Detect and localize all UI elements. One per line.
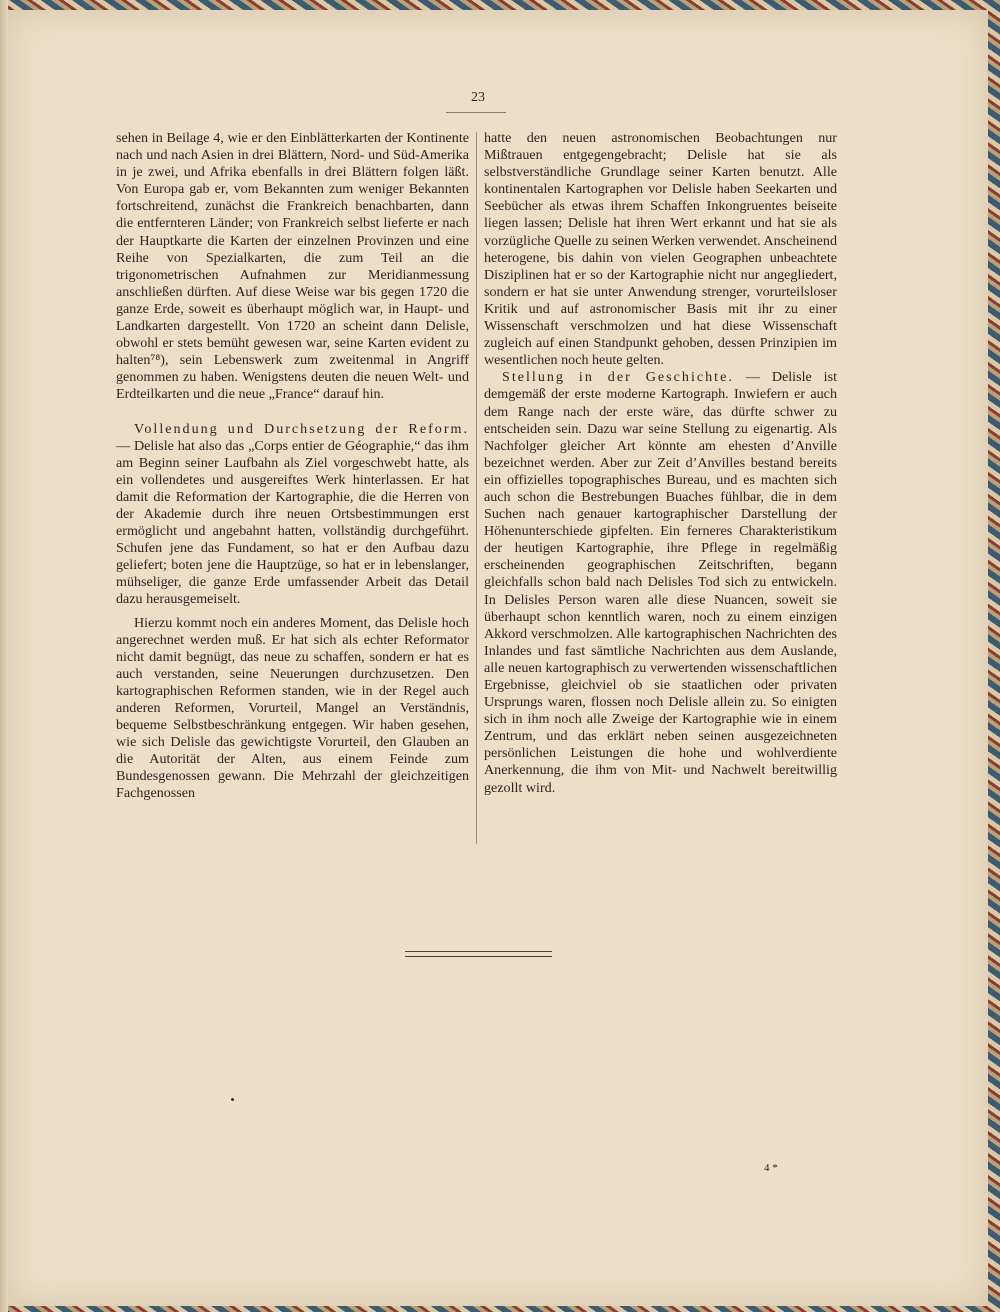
page-number: 23	[471, 90, 485, 105]
section-heading-reform: Vollendung und Durchsetzung der Reform.	[134, 420, 469, 437]
left-paragraph-2-body: — Delisle hat also das „Corps entier de Géographie,“ das ihm am Beginn seiner Laufbahn als Ziel vorgeschwebt hatte, als ein vollendetes und ausgereiftes Werk hinterlassen. Er hat damit die Reformation der Kartographie, die die Herren von der Akademie durch ihre neuen Ortsbestimmungen erst ermöglicht und angebahnt hatten, vollständig durchgeführt. Schufen jene das Fundament, so hat er den Aufbau dazu geliefert; boten jene die Hauptzüge, so hat er in lebenslanger, mühseliger, die ganze Erde umfassender Arbeit das Detail dazu herausgemeiselt.	[116, 437, 469, 608]
left-paragraph-1: sehen in Beilage 4, wie er den Einblätterkarten der Kontinente nach und nach Asien in drei Blättern, Nord- und Süd-Amerika in je zwei, und Afrika ebenfalls in drei Blättern folgen läßt. Von Europa gab er, vom Bekannten zum weniger Bekannten fortschreitend, zunächst die Frankreich benachbarten, dann die entfernteren Länder; von Frankreich selbst lieferte er nach der Hauptkarte die Karten der einzelnen Provinzen und eine Reihe von Spezialkarten, die zum Teil an die trigonometrischen Aufnahmen zur Meridianmessung anschließen dürften. Auf diese Weise war bis gegen 1720 die ganze Erde, soweit es überhaupt möglich war, in Haupt- und Landkarten dargestellt. Von 1720 an scheint dann Delisle, obwohl er stets bemüht gewesen war, seine Karten evident zu halten⁷⁸), sein Lebenswerk zum zweitenmal in Angriff genommen zu haben. Wenigstens deuten die neuen Welt- und Erdteilkarten und die neue „France“ darauf hin.	[116, 130, 469, 403]
left-column	[116, 130, 469, 803]
section-heading-history: Stellung in der Geschichte.	[502, 369, 734, 386]
page-number-rule	[446, 112, 506, 113]
column-divider	[476, 132, 477, 844]
left-paragraph-2	[116, 421, 469, 609]
left-paragraph-3: Hierzu kommt noch ein anderes Moment, das Delisle hoch angerechnet werden muß. Er hat sich als echter Reformator nicht damit begnügt, das neue zu schaffen, sondern er hat es auch verstanden, seine Neuerungen durchzusetzen. Den kartographischen Reformen standen, wie in der Regel auch anderen Reformen, Vorurteil, Mangel an Verständnis, bequeme Selbstbeschränkung entgegen. Wir haben gesehen, wie sich Delisle das gewichtigste Vorurteil, den Glauben an die Autorität der Alten, aus einem Feinde zum Bundesgenossen gewann. Die Mehrzahl der gleichzeitigen Fachgenossen	[116, 614, 469, 802]
end-ornament-rule	[405, 951, 552, 957]
right-paragraph-2	[484, 369, 837, 796]
page-edge	[0, 0, 8, 1312]
right-paragraph-1: hatte den neuen astronomischen Beobachtungen nur Mißtrauen entgegengebracht; Delisle hat sie als selbstverständliche Grundlage seiner Karten benutzt. Alle kontinentalen Kartographen vor Delisle haben Seekarten und Seebücher als etwas ihrem Schaffen Inkongruentes beiseite liegen lassen; Delisle hat ihren Wert erkannt und hat sie als vorzügliche Quelle zu seinen Werken verwendet. Anscheinend heterogene, bis dahin von vielen Geographen unbeachtete Disziplinen hat er so der Kartographie nicht nur angegliedert, sondern er hat sie unter Anwendung strenger, vorurteilsloser Kritik und auf astronomischer Basis mit ihr zu einer Wissenschaft verschmolzen und hat diese Wissenschaft zugleich auf einen Standpunkt gehoben, dessen Prinzipien im wesentlichen noch heute gelten.	[484, 130, 837, 369]
right-column	[484, 130, 837, 797]
paper-speck	[231, 1098, 234, 1101]
right-paragraph-2-body: — Delisle ist demgemäß der erste moderne Kartograph. Inwiefern er auch dem Range nach der erste wäre, das dürfte schwer zu entscheiden sein. Dazu war seine Stellung zu eigenartig. Als Nachfolger gleicher Art könnte am ehesten d’Anville bezeichnet werden. Aber zur Zeit d’Anvilles bestand bereits ein offizielles topographisches Bureau, und es machten sich auch schon die Bestrebungen Buaches fühlbar, die in dem Suchen nach genauer kartographischer Darstellung der Höhenunterschiede gipfelten. Ein ferneres Charakteristikum der heutigen Kartographie, ihre Pflege in regelmäßig erscheinenden geographischen Zeitschriften, begann gleichfalls schon bald nach Delisles Tod sich zu entwickeln. In Delisles Person waren alle diese Nuancen, soweit sie überhaupt schon kenntlich waren, noch zu einem einzigen Akkord verschmolzen. Alle kartographischen Nachrichten des Inlandes und fast sämtliche Nachrichten aus dem Auslande, alle neuen kartographisch zu verwertenden wissenschaftlichen Ergebnisse, gleichviel ob sie staatlichen oder privaten Ursprungs waren, flossen noch Delisle allein zu. So einigten sich in ihm noch alle Zweige der Kartographie wie in einem Zentrum, und das erklärt neben seinen ausgezeichneten persönlichen Leistungen die hohe und wohlverdiente Anerkennung, die ihm von Mit- und Nachwelt bereitwillig gezollt wird.	[484, 369, 837, 796]
signature-mark: 4 *	[764, 1162, 778, 1174]
